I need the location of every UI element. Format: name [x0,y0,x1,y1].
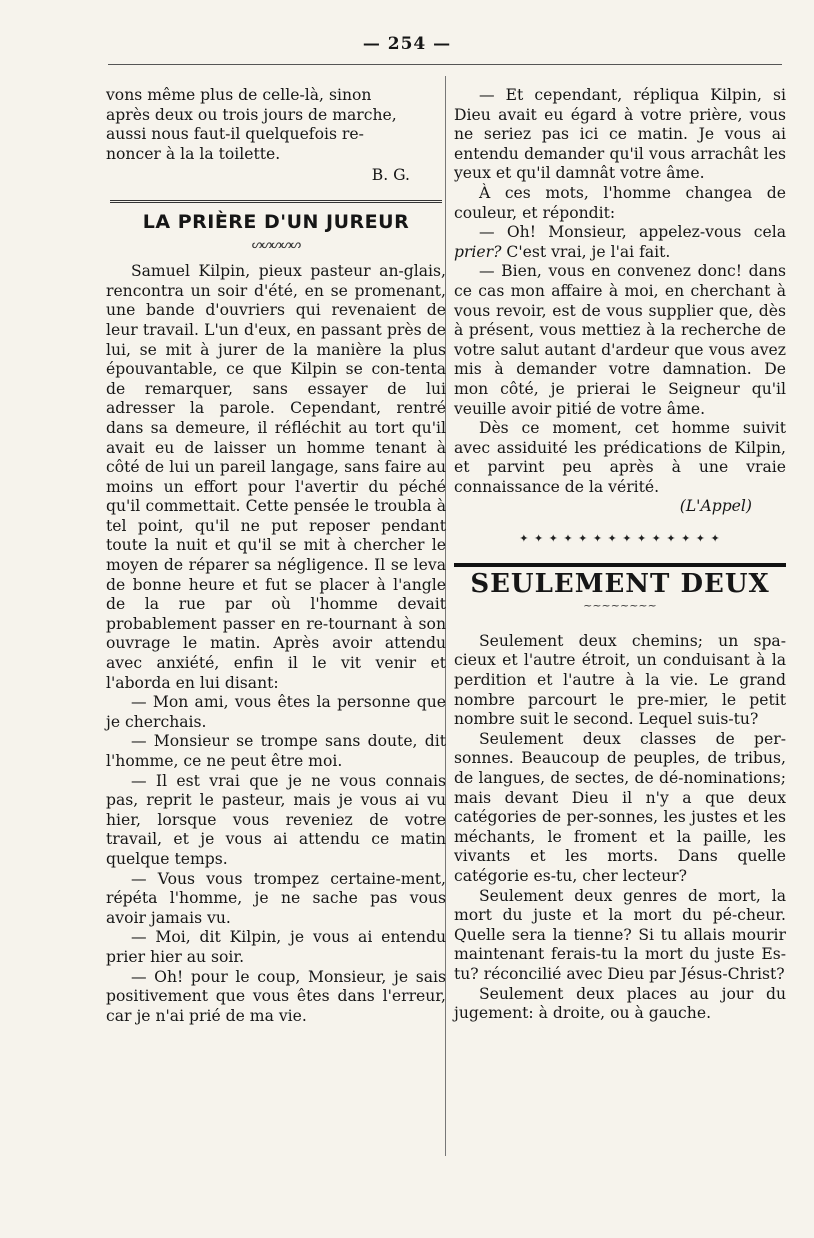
signature: B. G. [371,166,410,185]
title-ornament: ~~~~~~~~ [583,599,657,613]
paragraph: — Oh! pour le coup, Monsieur, je sais positivement que vous êtes dans l'erreur, car je n'ai prié de ma vie. [106,967,446,1025]
article-title: LA PRIÈRE D'UN JUREUR [142,210,410,233]
intro-line: noncer à la la toilette. [106,144,281,163]
page-number: — 254 — [362,34,452,54]
paragraph-prier [454,223,786,262]
paragraph: À ces mots, l'homme changea de couleur, et répondit: [454,183,786,222]
paragraph: Dès ce moment, cet homme suivit avec assiduité les prédications de Kilpin, et parvint peu après à une vraie connaissance de la vérité. [454,419,786,496]
source-citation: (L'Appel) [679,497,752,516]
text-span: C'est vrai, je l'ai fait. [501,242,671,261]
paragraph: — Bien, vous en convenez donc! dans ce cas mon affaire à moi, en cherchant à vous revoir, est de vous supplier que, dès à présent, vous mettiez à la recherche de votre salut autant d'ardeur que vous avez mis à demander votre damnation. De mon côté, je prierai le Seigneur qu'il veuille avoir pitié de votre âme. [454,262,786,418]
text-span: — Oh! Monsieur, appelez-vous cela [478,223,786,242]
title-ornament: ᔕᔕᔕᔕᔕ [251,236,301,251]
intro-line: vons même plus de celle-là, sinon [106,86,372,104]
header-rule [108,64,782,65]
paragraph: Seulement deux classes de per-sonnes. Beaucoup de peuples, de tribus, de langues, de sectes, de dé-nominations; mais devant Dieu il n'y a que deux catégories de per-sonnes, les justes et les méchants, le froment et la paille, les vivants et les morts. Dans quelle catégorie es-tu, cher lecteur? [454,729,786,885]
paragraph: — Moi, dit Kilpin, je vous ai entendu prier hier au soir. [106,928,446,966]
paragraph: Samuel Kilpin, pieux pasteur an-glais, rencontra un soir d'été, en se promenant, une bande d'ouvriers qui revenaient de leur travail. L'un d'eux, en passant près de lui, se mit à jurer de la manière la plus épouvantable, ce que Kilpin se con-tenta de remarquer, sans essayer de lui adresser la parole. Cependant, rentré dans sa demeure, il réfléchit au tort qu'il avait eu de laisser un homme tenant à côté de lui un pareil langage, sans faire au moins un effort pour l'avertir du péché qu'il commettait. Cette pensée le troubla à tel point, qu'il ne put reposer pendant toute la nuit et qu'il se mit à chercher le moyen de réparer sa négligence. Il se leva de bonne heure et fut se placer à l'angle de la rue par où l'homme devait probablement passer en re-tournant à son ouvrage le matin. Après avoir attendu avec anxiété, enfin il le vit venir et l'aborda en lui disant: [106,262,446,692]
paragraph: — Et cependant, répliqua Kilpin, si Dieu avait eu égard à votre prière, vous ne seriez pas ici ce matin. Je vous ai entendu demander qu'il vous arrachât les yeux et qu'il damnât votre âme. [454,86,786,183]
paragraph: Seulement deux genres de mort, la mort du juste et la mort du pé-cheur. Quelle sera la tienne? Si tu allais mourir maintenant ferais-tu la mort du juste Es-tu? réconcilié avec Dieu par Jésus-Christ? [454,886,786,983]
left-column [106,86,446,1026]
intro-line: aussi nous faut-il quelquefois re- [106,125,364,144]
separator-rule: ✦ ✦ ✦ ✦ ✦ ✦ ✦ ✦ ✦ ✦ ✦ ✦ ✦ ✦ [519,532,721,546]
paragraph: — Monsieur se trompe sans doute, dit l'homme, ce ne peut être moi. [106,732,446,770]
intro-line: après deux ou trois jours de marche, [106,105,397,124]
paragraph: Seulement deux places au jour du jugement: à droite, ou à gauche. [454,984,786,1023]
paragraph: — Il est vrai que je ne vous connais pas, reprit le pasteur, mais je vous ai vu hier, lorsque vous reveniez de votre travail, et je vous ai attendu ce matin quelque temps. [106,771,446,868]
paragraph: — Mon ami, vous êtes la personne que je cherchais. [106,693,446,731]
right-column [454,86,786,1024]
paragraph: — Vous vous trompez certaine-ment, répéta l'homme, je ne sache pas vous avoir jamais vu. [106,869,446,927]
article-title: SEULEMENT DEUX [454,563,786,595]
emphasis: prier? [454,242,502,261]
paragraph: Seulement deux chemins; un spa-cieux et l'autre étroit, un conduisant à la perdition et l'autre à la vie. Le grand nombre parcourt le pre-mier, le petit nombre suit le second. Lequel suis-tu? [454,631,786,729]
section-rule [110,200,442,203]
